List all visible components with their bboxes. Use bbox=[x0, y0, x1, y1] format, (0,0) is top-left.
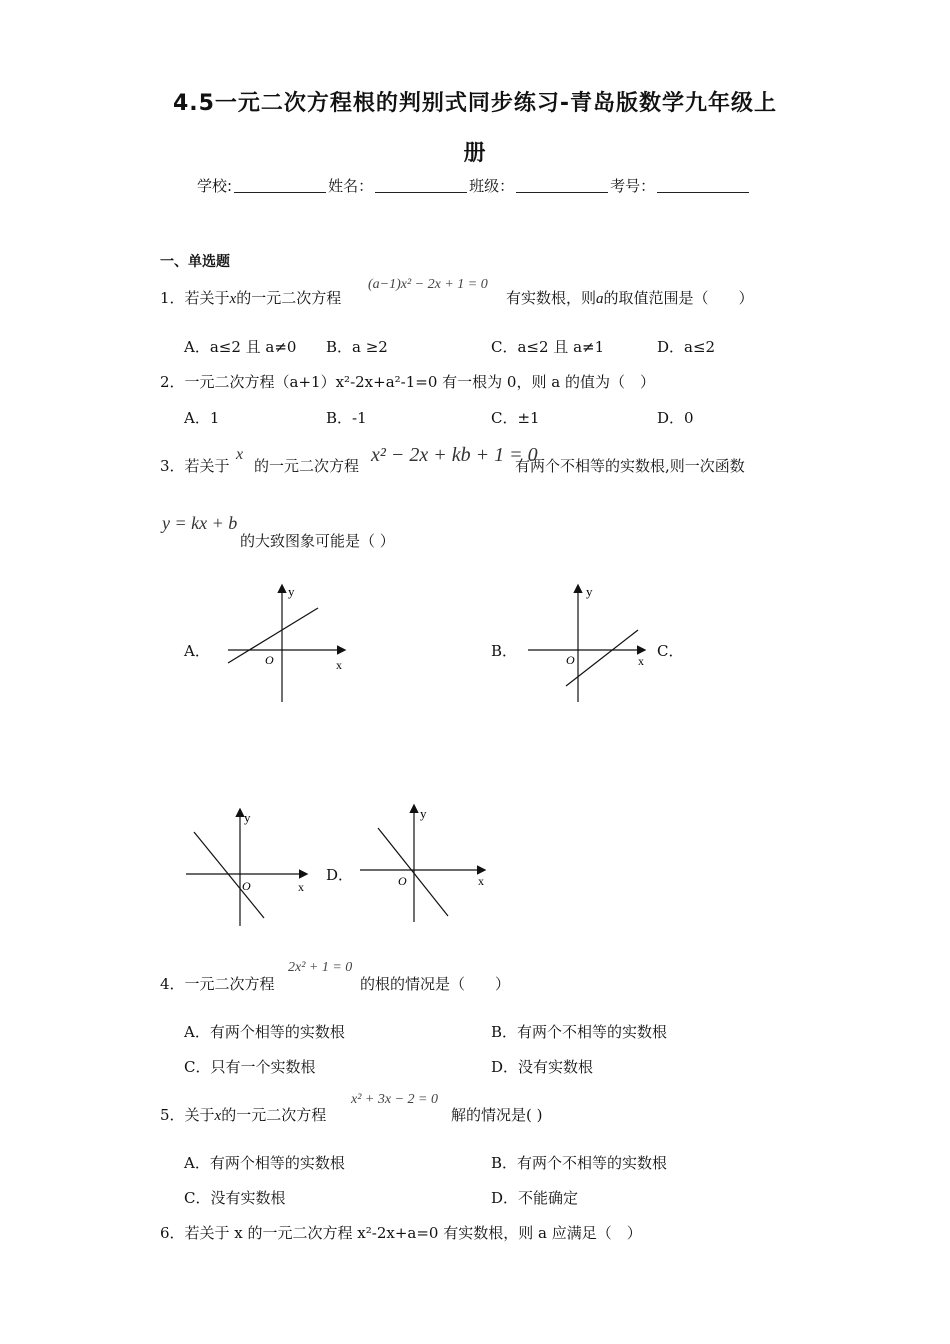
question-5 bbox=[160, 1104, 326, 1125]
origin-label: O bbox=[398, 874, 407, 888]
q1-tail bbox=[506, 287, 754, 308]
x-label: x bbox=[336, 658, 342, 672]
q1-tail-text: 有实数根，则 bbox=[506, 289, 597, 307]
q3-option-b-label[interactable]: B． bbox=[491, 642, 518, 660]
q1-option-a[interactable]: A．a≤2 且 a≠0 bbox=[184, 338, 297, 356]
question-6: 6．若关于 x 的一元二次方程 x²-2x+a=0 有实数根，则 a 应满足（ ） bbox=[160, 1224, 642, 1242]
graph-c[interactable] bbox=[182, 802, 322, 930]
x-label: x bbox=[478, 874, 484, 888]
q1-var: x bbox=[229, 291, 237, 307]
x-label: x bbox=[298, 880, 304, 894]
q1-option-b[interactable]: B．a ≥2 bbox=[326, 338, 388, 356]
q3-option-a-label[interactable]: A． bbox=[184, 642, 210, 660]
graph-a[interactable] bbox=[220, 578, 360, 706]
q5-option-a[interactable]: A．有两个相等的实数根 bbox=[184, 1154, 345, 1172]
y-label: y bbox=[288, 584, 295, 599]
q3-var: x bbox=[236, 446, 244, 463]
page-title: 4.5一元二次方程根的判别式同步练习-青岛版数学九年级上 bbox=[172, 91, 778, 116]
name-blank[interactable] bbox=[375, 178, 467, 193]
class-blank[interactable] bbox=[516, 178, 608, 193]
q3-mid: 的一元二次方程 bbox=[254, 457, 360, 475]
graph-b[interactable] bbox=[520, 578, 660, 706]
page-title-line2: 册 bbox=[463, 141, 487, 166]
graph-d[interactable] bbox=[356, 798, 496, 926]
q4-option-a[interactable]: A．有两个相等的实数根 bbox=[184, 1023, 345, 1041]
q1-mid: 的一元二次方程 bbox=[236, 289, 342, 307]
y-label: y bbox=[420, 806, 427, 821]
q1-equation: (a−1)x² − 2x + 1 = 0 bbox=[368, 277, 488, 292]
function-line bbox=[566, 630, 638, 686]
q1-tail-var: a bbox=[596, 291, 604, 307]
student-info-line bbox=[197, 175, 751, 196]
q5-option-d[interactable]: D．不能确定 bbox=[491, 1189, 579, 1207]
q4-equation: 2x² + 1 = 0 bbox=[288, 960, 353, 975]
q3-function: y = kx + b bbox=[162, 513, 238, 533]
function-line bbox=[194, 832, 264, 918]
q5-var: x bbox=[214, 1108, 222, 1124]
q1-option-d[interactable]: D．a≤2 bbox=[657, 338, 716, 356]
q1-option-c[interactable]: C．a≤2 且 a≠1 bbox=[491, 338, 605, 356]
origin-label: O bbox=[265, 653, 274, 667]
q2-option-c[interactable]: C．±1 bbox=[491, 409, 540, 427]
q4-option-c[interactable]: C．只有一个实数根 bbox=[184, 1058, 316, 1076]
q5-option-b[interactable]: B．有两个不相等的实数根 bbox=[491, 1154, 668, 1172]
q3-equation: x² − 2x + kb + 1 = 0 bbox=[371, 444, 538, 466]
q5-equation: x² + 3x − 2 = 0 bbox=[351, 1092, 438, 1107]
y-label: y bbox=[586, 584, 593, 599]
q1-prefix: 1．若关于 bbox=[160, 289, 230, 307]
question-2: 2．一元二次方程（a+1）x²-2x+a²-1=0 有一根为 0，则 a 的值为（ ） bbox=[160, 373, 655, 391]
question-4: 4．一元二次方程 bbox=[160, 975, 275, 993]
q2-option-d[interactable]: D．0 bbox=[657, 409, 694, 427]
origin-label: O bbox=[566, 653, 575, 667]
q3-func-tail: 的大致图象可能是（ ） bbox=[240, 532, 395, 550]
section-header: 一、单选题 bbox=[160, 254, 230, 270]
q1-tail-text2: 的取值范围是（ ） bbox=[603, 289, 754, 307]
q5-prefix: 5．关于 bbox=[160, 1106, 215, 1124]
q5-tail: 解的情况是( ) bbox=[451, 1106, 543, 1124]
x-label: x bbox=[638, 654, 644, 668]
q3-option-c-label[interactable]: C． bbox=[657, 642, 684, 660]
origin-label: O bbox=[242, 879, 251, 893]
number-label: 考号： bbox=[610, 177, 656, 195]
function-line bbox=[378, 828, 448, 916]
q4-tail: 的根的情况是（ ） bbox=[360, 975, 511, 993]
question-1 bbox=[160, 287, 341, 308]
q4-option-d[interactable]: D．没有实数根 bbox=[491, 1058, 594, 1076]
question-3 bbox=[160, 455, 230, 476]
school-blank[interactable] bbox=[234, 178, 326, 193]
class-label: 班级： bbox=[469, 177, 515, 195]
number-blank[interactable] bbox=[657, 178, 749, 193]
name-label: 姓名： bbox=[328, 177, 374, 195]
q3-prefix: 3．若关于 bbox=[160, 457, 230, 475]
q5-mid: 的一元二次方程 bbox=[221, 1106, 327, 1124]
y-label: y bbox=[244, 810, 251, 825]
q4-option-b[interactable]: B．有两个不相等的实数根 bbox=[491, 1023, 668, 1041]
q2-option-b[interactable]: B．-1 bbox=[326, 409, 367, 427]
q5-option-c[interactable]: C．没有实数根 bbox=[184, 1189, 286, 1207]
q3-tail: 有两个不相等的实数根,则一次函数 bbox=[515, 457, 745, 475]
q2-option-a[interactable]: A．1 bbox=[184, 409, 220, 427]
school-label: 学校: bbox=[197, 177, 233, 195]
q3-option-d-label[interactable]: D． bbox=[326, 866, 354, 884]
